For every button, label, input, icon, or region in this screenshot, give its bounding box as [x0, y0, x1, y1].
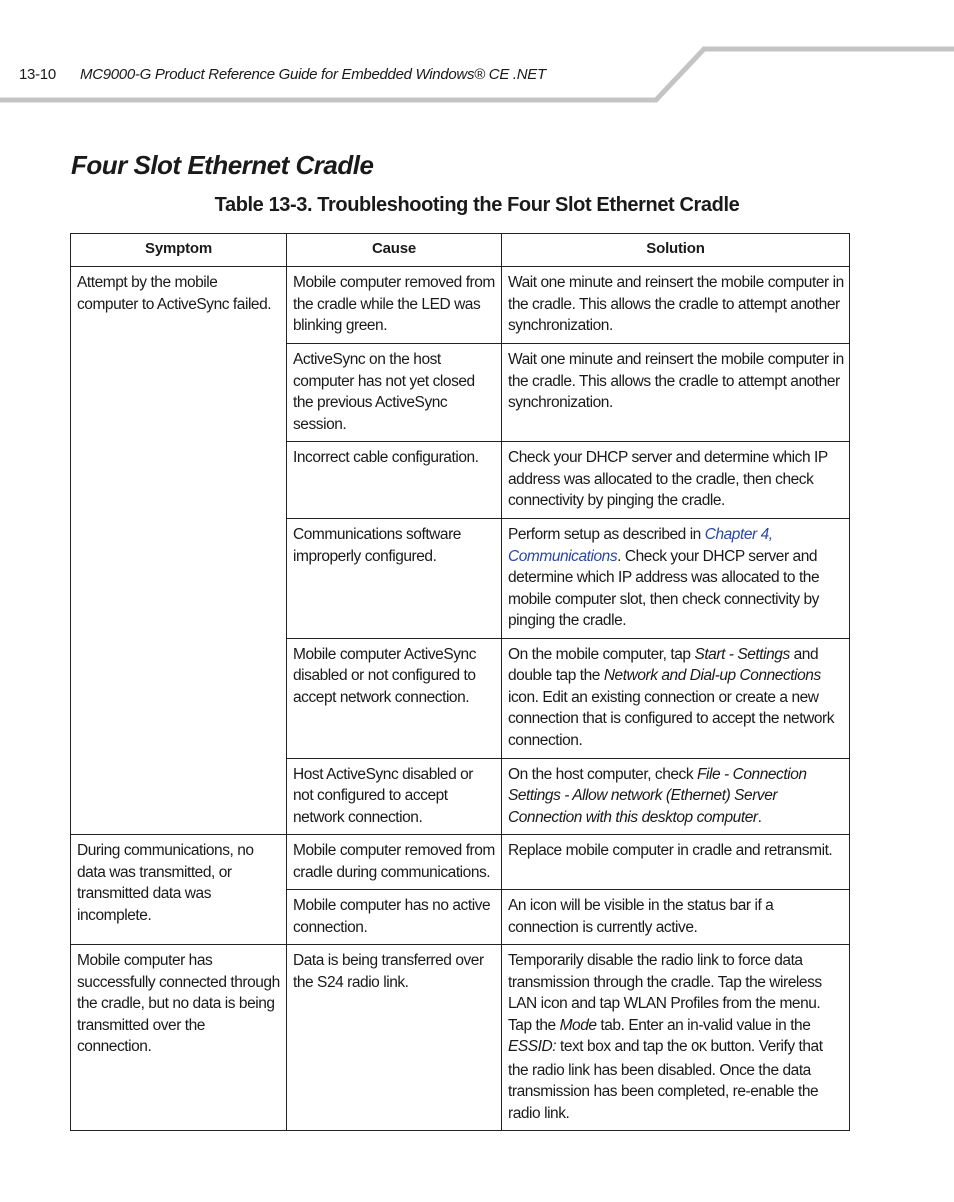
- header-rule: [0, 0, 954, 110]
- solution-cell: Wait one minute and reinsert the mobile computer in the cradle. This allows the cradle to attempt another synchronization.: [502, 344, 850, 442]
- solution-cell: On the host computer, check File - Connection Settings - Allow network (Ethernet) Server Connection with this desktop computer.: [502, 758, 850, 835]
- solution-cell: Perform setup as described in Chapter 4, Communications. Check your DHCP server and determine which IP address was allocated to the mobile computer slot, then check connectivity by pinging the cradle.: [502, 519, 850, 639]
- cause-cell: Mobile computer has no active connection.: [287, 890, 502, 945]
- table-caption: Table 13-3. Troubleshooting the Four Slot Ethernet Cradle: [214, 194, 740, 216]
- header-symptom: Symptom: [71, 234, 287, 267]
- solution-cell: Temporarily disable the radio link to force data transmission through the cradle. Tap the wireless LAN icon and tap WLAN Profiles from the menu. Tap the Mode tab. Enter an in-valid value in the ESSID: text box and tap the OK button. Verify that the radio link has been disabled. Once the data transmission has been completed, re-enable the radio link.: [502, 945, 850, 1131]
- running-title: MC9000-G Product Reference Guide for Embedded Windows® CE .NET: [80, 66, 546, 83]
- solution-cell: Check your DHCP server and determine which IP address was allocated to the cradle, then check connectivity by pinging the cradle.: [502, 442, 850, 519]
- table-row: [71, 267, 850, 344]
- header-cause: Cause: [287, 234, 502, 267]
- symptom-cell: During communications, no data was transmitted, or transmitted data was incomplete.: [71, 835, 287, 945]
- section-title: Four Slot Ethernet Cradle: [71, 150, 374, 180]
- chapter-4-link[interactable]: Chapter 4, Communications: [508, 526, 773, 565]
- cause-cell: Mobile computer ActiveSync disabled or not configured to accept network connection.: [287, 638, 502, 758]
- cause-cell: Host ActiveSync disabled or not configured to accept network connection.: [287, 758, 502, 835]
- cause-cell: Data is being transferred over the S24 radio link.: [287, 945, 502, 1131]
- table-header-row: [71, 234, 850, 267]
- cause-cell: Communications software improperly configured.: [287, 519, 502, 639]
- symptom-cell: Mobile computer has successfully connected through the cradle, but no data is being transmitted over the connection.: [71, 945, 287, 1131]
- header-solution: Solution: [502, 234, 850, 267]
- cause-cell: Mobile computer removed from the cradle while the LED was blinking green.: [287, 267, 502, 344]
- solution-cell: On the mobile computer, tap Start - Settings and double tap the Network and Dial-up Connections icon. Edit an existing connection or create a new connection that is configured to accept the network connection.: [502, 638, 850, 758]
- solution-cell: Replace mobile computer in cradle and retransmit.: [502, 835, 850, 890]
- cause-cell: ActiveSync on the host computer has not yet closed the previous ActiveSync session.: [287, 344, 502, 442]
- page-number: 13-10: [19, 66, 56, 83]
- symptom-cell: Attempt by the mobile computer to ActiveSync failed.: [71, 267, 287, 835]
- cause-cell: Incorrect cable configuration.: [287, 442, 502, 519]
- solution-cell: An icon will be visible in the status bar if a connection is currently active.: [502, 890, 850, 945]
- troubleshooting-table: [70, 233, 850, 1131]
- table-row: [71, 945, 850, 1131]
- solution-cell: Wait one minute and reinsert the mobile computer in the cradle. This allows the cradle to attempt another synchronization.: [502, 267, 850, 344]
- cause-cell: Mobile computer removed from cradle during communications.: [287, 835, 502, 890]
- table-row: [71, 835, 850, 890]
